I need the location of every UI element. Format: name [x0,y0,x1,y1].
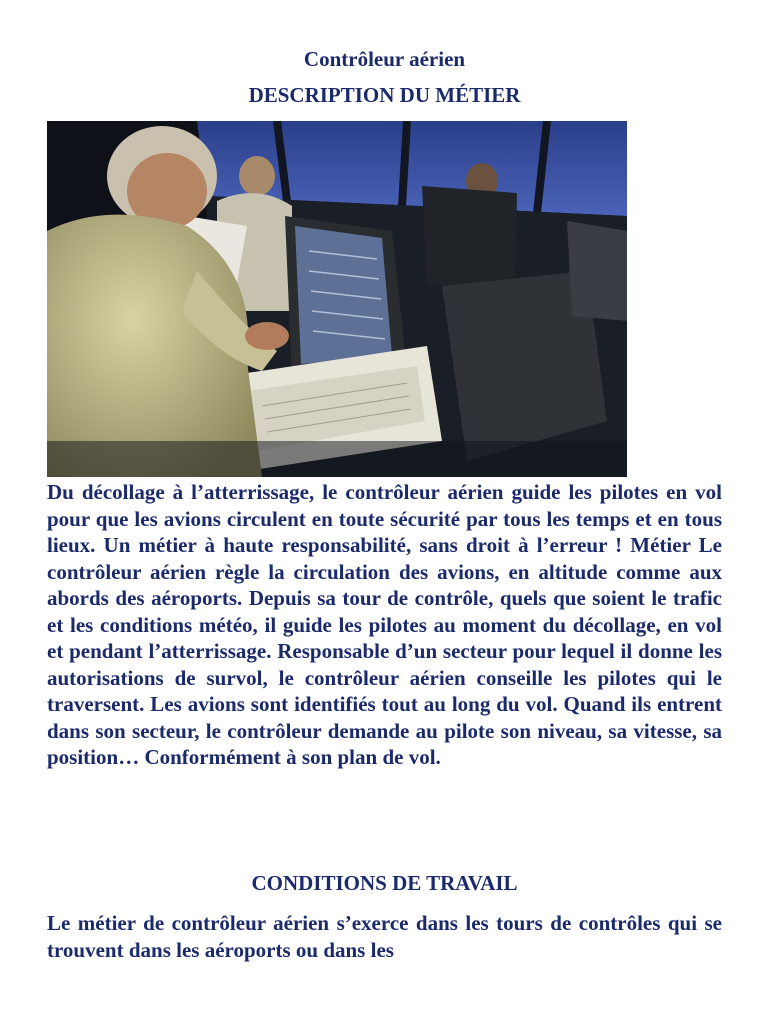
air-traffic-controller-photo [47,121,627,477]
section-heading-conditions: CONDITIONS DE TRAVAIL [251,871,518,895]
description-paragraph: Du décollage à l’atterrissage, le contrôleur aérien guide les pilotes en vol pour que les avions circulent en toute sécurité par tous les temps et en tous lieux. Un métier à haute responsabilité, sans droit à l’erreur ! Métier Le contrôleur aérien règle la circulation des avions, en altitude comme aux abords des aéroports. Depuis sa tour de contrôle, quels que soient le trafic et les conditions météo, il guide les pilotes au moment du décollage, en vol et pendant l’atterrissage. Responsable d’un secteur pour lequel il donne les autorisations de survol, le contrôleur aérien conseille les pilotes qui le traversent. Les avions sont identifiés tout au long du vol. Quand ils entrent dans son secteur, le contrôleur demande au pilote son niveau, sa vitesse, sa position… Conformément à son plan de vol. [47,480,722,769]
section-heading-description: DESCRIPTION DU MÉTIER [248,83,521,107]
document-title: Contrôleur aérien [303,47,466,71]
conditions-paragraph: Le métier de contrôleur aérien s’exerce dans les tours de contrôles qui se trouvent dans les aéroports ou dans les [47,911,722,962]
